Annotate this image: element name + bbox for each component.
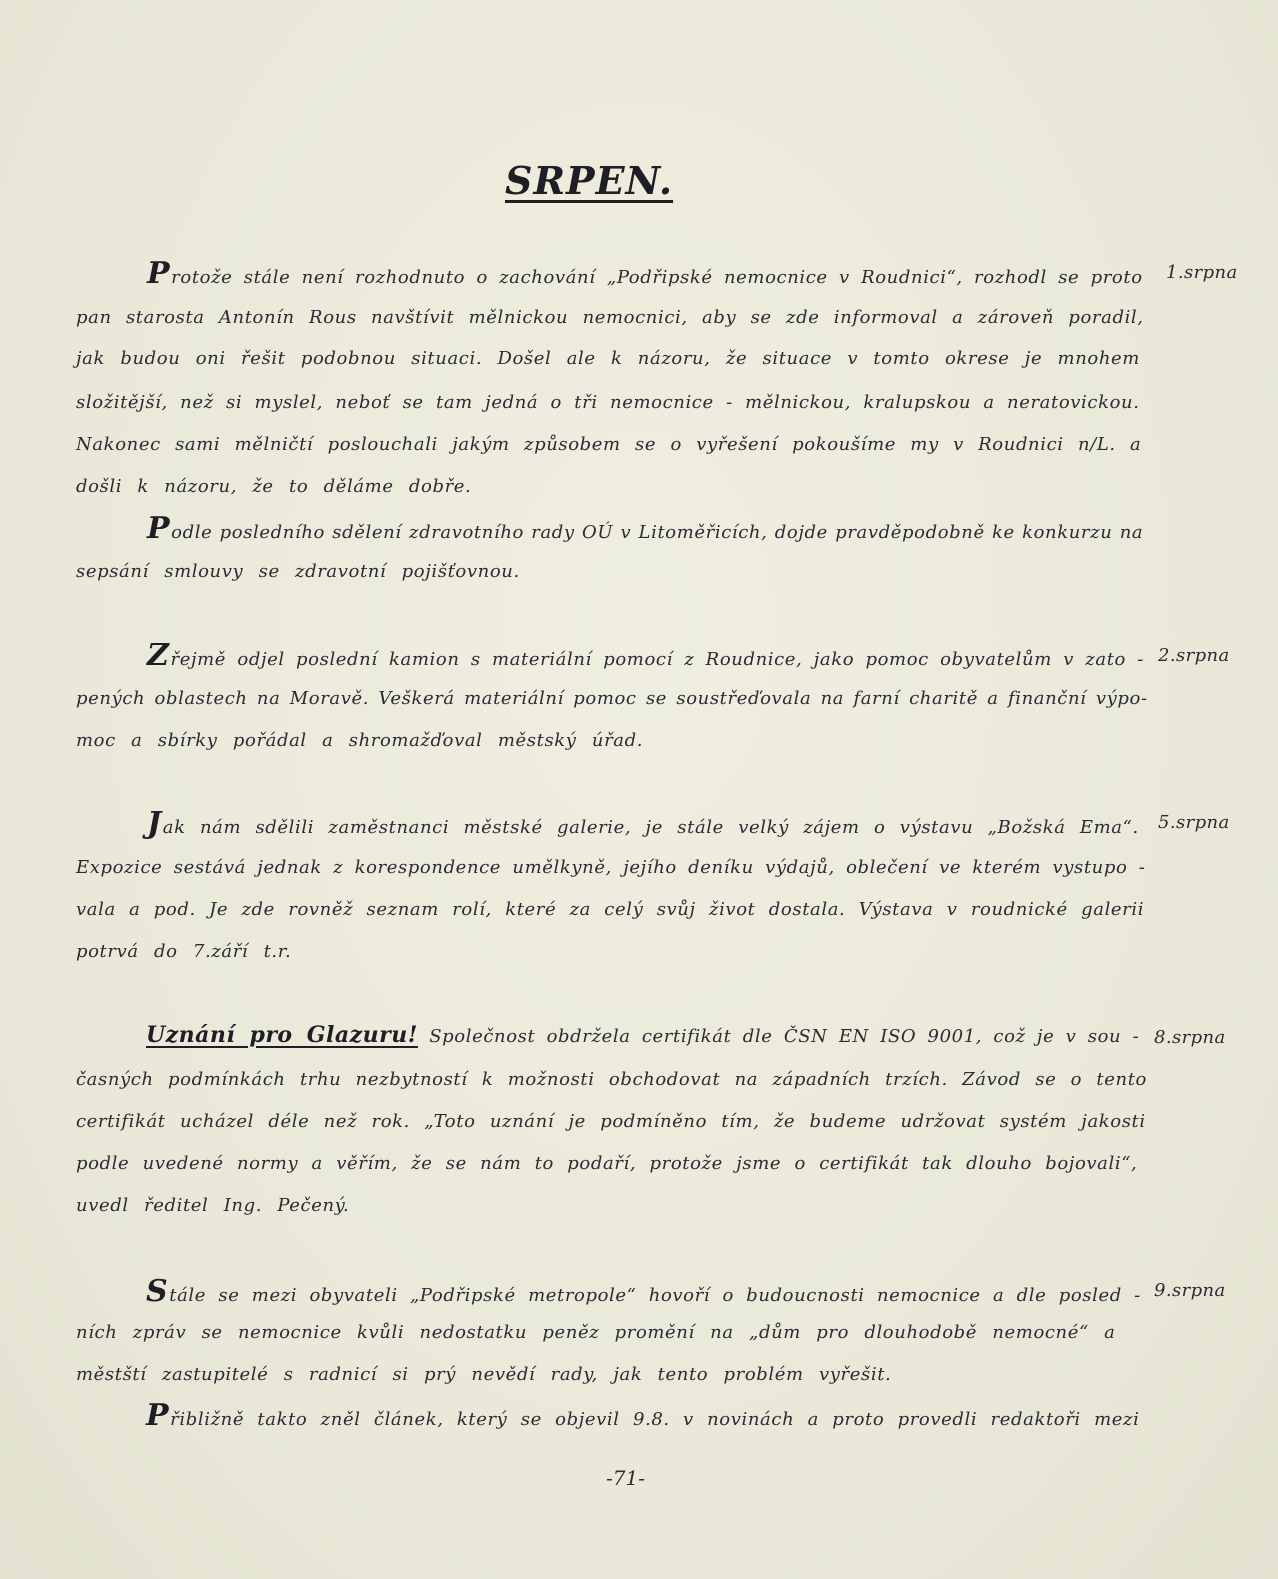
text-line: pan starosta Antonín Rous navštívit mělnickou nemocnici, aby se zde informoval a zároveň poradil,	[76, 307, 1144, 328]
text-line: podle uvedené normy a věřím, že se nám to podaří, protože jsme o certifikát tak dlouho bojovali“,	[76, 1153, 1138, 1174]
line-text: řibližně takto zněl článek, který se objevil 9.8. v novinách a proto provedli redaktoři mezi	[170, 1409, 1140, 1430]
line-text: rotože stále není rozhodnuto o zachování „Podřipské nemocnice v Roudnici“, rozhodl se proto	[171, 267, 1143, 288]
text-line	[146, 1274, 1141, 1309]
text-line: došli k názoru, že to děláme dobře.	[76, 476, 472, 497]
line-text: tále se mezi obyvateli „Podřipské metropole“ hovoří o budoucnosti nemocnice a dle posled -	[169, 1285, 1141, 1306]
page-title: SRPEN.	[505, 158, 674, 203]
text-line: uvedl ředitel Ing. Pečený.	[76, 1195, 350, 1216]
page-number: -71-	[606, 1466, 645, 1490]
text-line	[146, 1398, 1139, 1433]
entry-date: 9.srpna	[1154, 1280, 1226, 1301]
text-line: Expozice sestává jednak z korespondence umělkyně, jejího deníku výdajů, oblečení ve kterém vystupo -	[76, 857, 1146, 878]
text-line: vala a pod. Je zde rovněž seznam rolí, které za celý svůj život dostala. Výstava v roudnické galerii	[76, 899, 1145, 920]
text-line	[147, 511, 1143, 546]
drop-cap: J	[147, 806, 162, 841]
text-line	[147, 638, 1144, 673]
text-line	[146, 1022, 1139, 1048]
drop-cap: P	[147, 256, 171, 291]
text-line: potrvá do 7.září t.r.	[76, 941, 292, 962]
entry-date: 2.srpna	[1158, 645, 1230, 666]
entry-date: 1.srpna	[1166, 262, 1238, 283]
line-text: odle posledního sdělení zdravotního rady OÚ v Litoměřicích, dojde pravděpodobně ke konkurzu na	[171, 522, 1144, 543]
text-line: městští zastupitelé s radnicí si prý nevědí rady, jak tento problém vyřešit.	[76, 1364, 892, 1385]
drop-cap: Z	[147, 638, 170, 673]
text-line: složitější, než si myslel, neboť se tam jedná o tři nemocnice - mělnickou, kralupskou a neratovickou.	[76, 392, 1140, 413]
entry-date: 5.srpna	[1158, 812, 1230, 833]
drop-cap: S	[146, 1274, 169, 1309]
text-line: ních zpráv se nemocnice kvůli nedostatku peněz promění na „dům pro dlouhodobě nemocné“ a	[76, 1322, 1116, 1343]
drop-cap: P	[147, 511, 171, 546]
text-line: sepsání smlouvy se zdravotní pojišťovnou.	[76, 561, 520, 582]
text-line: Nakonec sami mělničtí poslouchali jakým způsobem se o vyřešení pokoušíme my v Roudnici n/L. a	[76, 434, 1142, 455]
drop-cap: P	[146, 1398, 170, 1433]
line-text: Společnost obdržela certifikát dle ČSN EN ISO 9001, což je v sou -	[429, 1026, 1140, 1047]
inline-heading: Uznání pro Glazuru!	[146, 1022, 418, 1048]
text-line: časných podmínkách trhu nezbytností k možnosti obchodovat na západních trzích. Závod se o tento	[76, 1069, 1147, 1090]
line-text: ak nám sdělili zaměstnanci městské galerie, je stále velký zájem o výstavu „Božská Ema“.	[162, 817, 1139, 838]
text-line: certifikát ucházel déle než rok. „Toto uznání je podmíněno tím, že budeme udržovat systém jakosti	[76, 1111, 1146, 1132]
line-text: řejmě odjel poslední kamion s materiální pomocí z Roudnice, jako pomoc obyvatelům v zato -	[170, 649, 1144, 670]
text-line: pených oblastech na Moravě. Veškerá materiální pomoc se soustřeďovala na farní charitě a finanční výpo-	[76, 688, 1148, 709]
text-line: moc a sbírky pořádal a shromažďoval městský úřad.	[76, 730, 644, 751]
text-line	[147, 806, 1139, 841]
text-line	[147, 256, 1143, 291]
text-line: jak budou oni řešit podobnou situaci. Došel ale k názoru, že situace v tomto okrese je mnohem	[76, 348, 1140, 369]
entry-date: 8.srpna	[1154, 1027, 1226, 1048]
